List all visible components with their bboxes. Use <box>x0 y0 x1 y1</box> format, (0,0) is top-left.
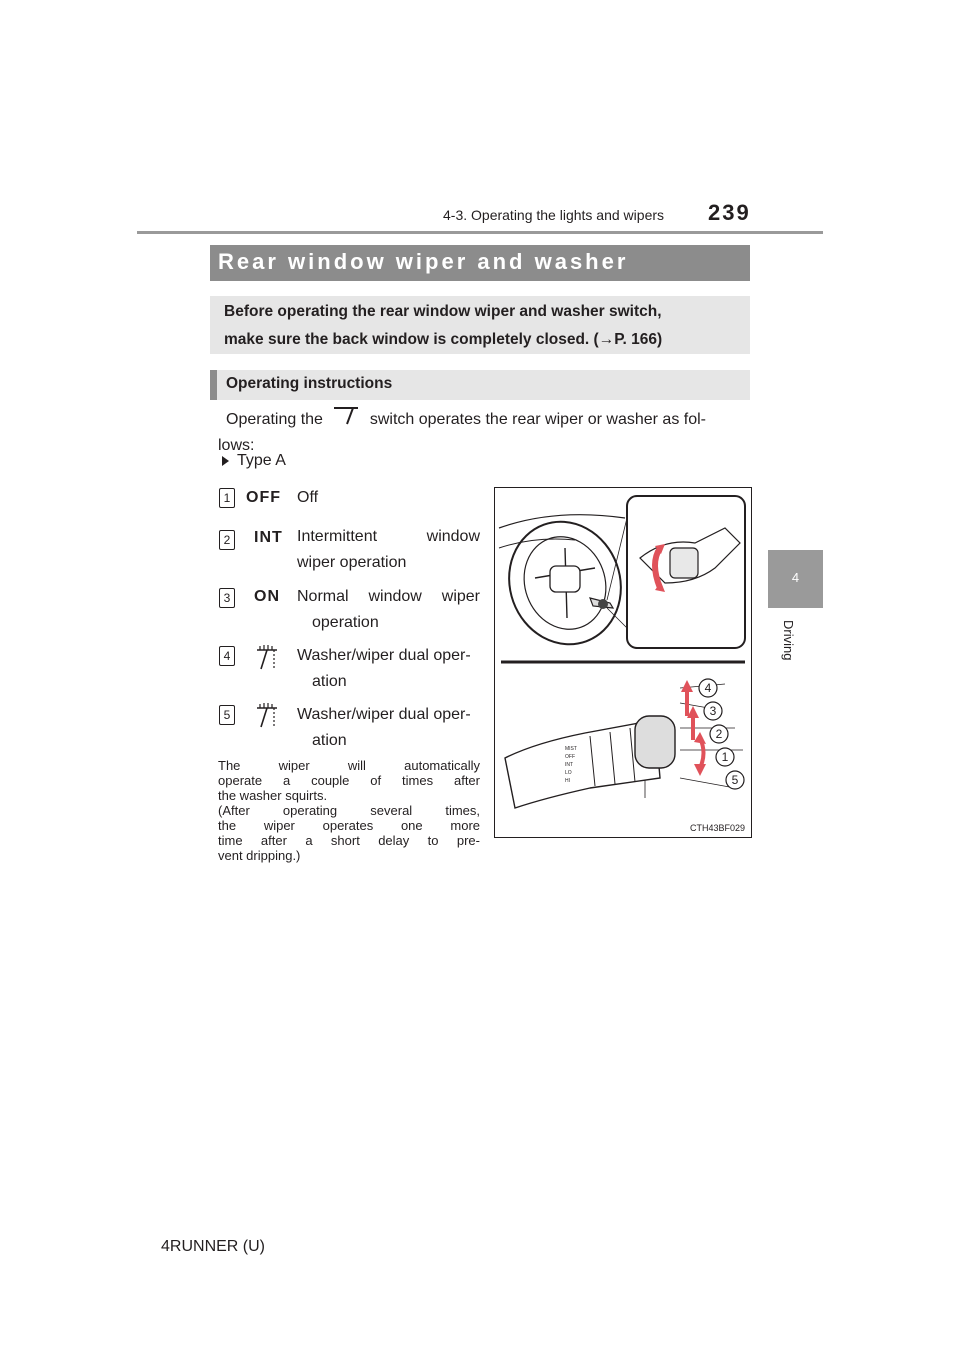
rear-wiper-icon <box>327 404 365 436</box>
page-title-bar <box>210 245 750 281</box>
stalk-label-hi: HI <box>565 778 570 784</box>
item-number-5: 5 <box>219 705 235 725</box>
note-line: (After operating several times, <box>218 803 480 818</box>
instruction-line-1 <box>226 404 706 436</box>
intro-line-2: make sure the back window is completely closed. (→P. 166) <box>224 331 663 348</box>
stalk-label-int: INT <box>565 762 574 768</box>
illustration-drawing <box>495 488 751 837</box>
item-desc-1: Off <box>297 489 319 506</box>
item-desc-2b: wiper operation <box>297 554 407 571</box>
note-line: vent dripping.) <box>218 848 301 863</box>
note-line: operate a couple of times after <box>218 773 480 788</box>
stalk-label-off: OFF <box>565 754 575 760</box>
item-desc-5a: Washer/wiper dual oper- <box>297 706 471 723</box>
type-a-label <box>222 452 286 470</box>
note-line: the washer squirts. <box>218 788 328 803</box>
item-number-2: 2 <box>219 530 235 550</box>
header-rule <box>137 231 823 234</box>
item-code-1: OFF <box>246 489 281 506</box>
washer-note <box>218 758 480 863</box>
item-desc-4a: Washer/wiper dual oper- <box>297 647 471 664</box>
item-desc-2a: Intermittent window <box>297 528 480 545</box>
item-code-2: INT <box>254 529 283 546</box>
item-number-1: 1 <box>219 488 235 508</box>
instruction-text-after: switch operates the rear wiper or washer as fol- <box>369 411 706 429</box>
intro-line-1: Before operating the rear window wiper and washer switch, <box>224 303 662 320</box>
item-code-3: ON <box>254 588 280 605</box>
page-number: 239 <box>708 200 751 225</box>
washer-wiper-icon <box>252 642 282 677</box>
item-desc-5b: ation <box>312 732 347 749</box>
chapter-label <box>774 620 814 710</box>
footer-model: 4RUNNER (U) <box>161 1238 265 1255</box>
callout-2: 2 <box>715 727 723 741</box>
wiper-switch-illustration <box>494 487 752 838</box>
item-desc-3a: Normal window wiper <box>297 588 480 605</box>
page-title: Rear window wiper and washer <box>218 249 629 274</box>
operating-instructions-label: Operating instructions <box>226 375 393 392</box>
operating-instructions-heading <box>210 370 750 400</box>
callout-5: 5 <box>731 773 739 787</box>
item-number-4: 4 <box>219 646 235 666</box>
item-number-3: 3 <box>219 588 235 608</box>
heading-accent <box>210 370 217 400</box>
illustration-code: CTH43BF029 <box>689 823 745 833</box>
intro-box <box>210 296 750 354</box>
note-line: the wiper operates one more <box>218 818 480 833</box>
instruction-text-before: Operating the <box>226 411 323 429</box>
chapter-number: 4 <box>791 570 800 585</box>
callout-1: 1 <box>721 750 729 764</box>
washer-wiper-icon <box>252 700 282 735</box>
stalk-label-mist: MIST <box>565 746 577 752</box>
chapter-label-text: Driving <box>781 620 796 661</box>
type-a-text: Type A <box>237 452 286 469</box>
note-line: time after a short delay to pre- <box>218 833 480 848</box>
item-desc-3b: operation <box>312 614 379 631</box>
instruction-line-2: lows: <box>218 437 255 454</box>
callout-4: 4 <box>704 681 712 695</box>
stalk-label-lo: LO <box>565 770 572 776</box>
callout-3: 3 <box>709 704 717 718</box>
section-title: 4-3. Operating the lights and wipers <box>443 207 665 223</box>
item-desc-4b: ation <box>312 673 347 690</box>
triangle-bullet-icon <box>222 456 229 466</box>
note-line: The wiper will automatically <box>218 758 480 773</box>
